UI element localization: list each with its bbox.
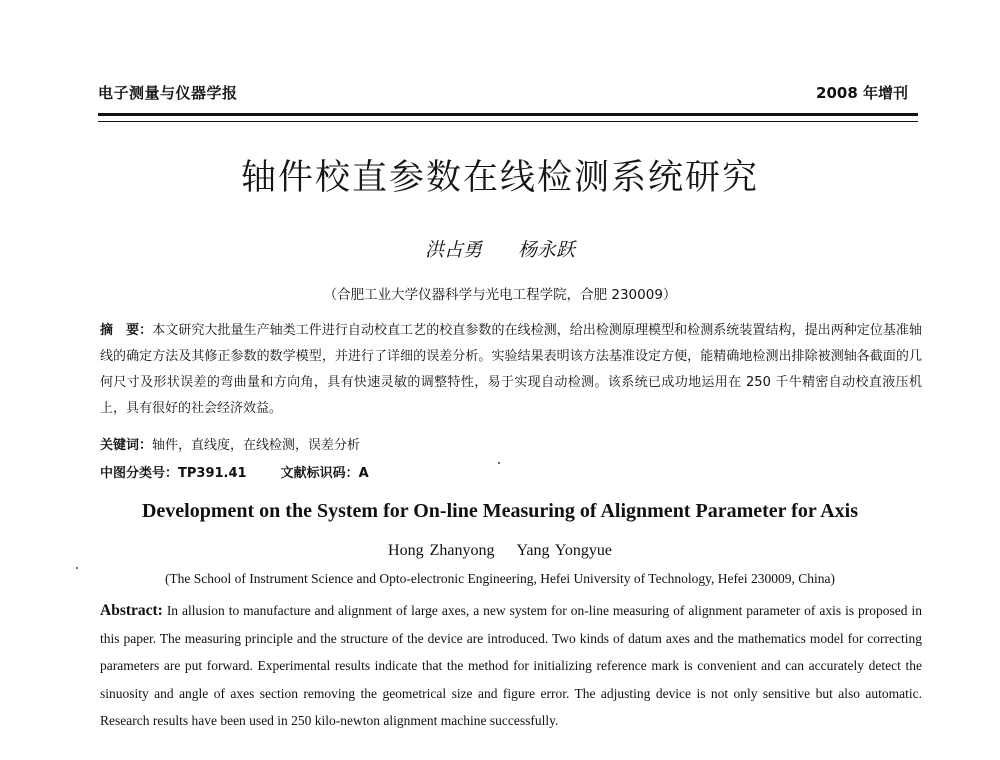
affiliation-en: (The School of Instrument Science and Opto-electronic Engineering, Hefei University of Technology, Hefei 230009, China): [164, 571, 836, 586]
document-code: 文献标识码：A: [280, 466, 369, 481]
author-en-2: Yang Yongyue: [516, 542, 612, 559]
clc-number: 中图分类号：TP391.41: [100, 466, 247, 481]
abstract-en-label: Abstract:: [100, 602, 163, 619]
authors-cn: 洪占勇 杨永跃: [424, 239, 576, 261]
keywords-cn-label: 关键词：: [100, 438, 153, 453]
header-rule-thick: [98, 113, 918, 116]
keywords-cn: [100, 434, 360, 453]
journal-name: 电子测量与仪器学报: [98, 84, 238, 102]
journal-issue: 2008 年增刊: [816, 84, 908, 102]
paper-title-en: Development on the System for On-line Measuring of Alignment Parameter for Axis: [141, 500, 859, 522]
paper-title-cn: 轴件校直参数在线检测系统研究: [240, 158, 759, 198]
header-rule-thin: [98, 121, 918, 122]
scan-speck: [498, 462, 500, 464]
keywords-cn-text: 轴件，直线度，在线检测，误差分析: [152, 438, 361, 453]
author-en-1: Hong Zhanyong: [388, 542, 495, 559]
abstract-en: [100, 597, 922, 735]
authors-en: [0, 542, 1000, 560]
scan-speck: [76, 567, 78, 569]
abstract-cn: [100, 318, 922, 422]
abstract-cn-label: 摘 要：: [100, 323, 153, 338]
abstract-cn-text: 本文研究大批量生产轴类工件进行自动校直工艺的校直参数的在线检测，给出检测原理模型和检测系统装置结构，提出两种定位基准轴线的确定方法及其修正参数的数学模型，并进行了详细的误差分析。实验结果表明该方法基准设定方便，能精确地检测出排除被测轴各截面的几何尺寸及形状误差的弯曲量和方向角，具有快速灵敏的调整特性，易于实现自动检测。该系统已成功地运用在 250 千牛精密自动校直液压机上，具有很好的社会经济效益。: [100, 323, 922, 416]
affiliation-cn: （合肥工业大学仪器科学与光电工程学院，合肥 230009）: [323, 287, 677, 303]
abstract-en-text: In allusion to manufacture and alignment of large axes, a new system for on-line measuring of alignment parameter of axis is proposed in this paper. The measuring principle and the structure of the device are introduced. Two kinds of datum axes and the mathematics model for correcting parameters are put forward. Experimental results indicate that the method for initializing reference mark is convenient and can accurately detect the sinuosity and angle of axes section removing the geometrical size and figure error. The adjusting device is not only sensitive but also automatic. Research results have been used in 250 kilo-newton alignment machine successfully.: [100, 603, 922, 728]
classification-line: [100, 462, 369, 481]
